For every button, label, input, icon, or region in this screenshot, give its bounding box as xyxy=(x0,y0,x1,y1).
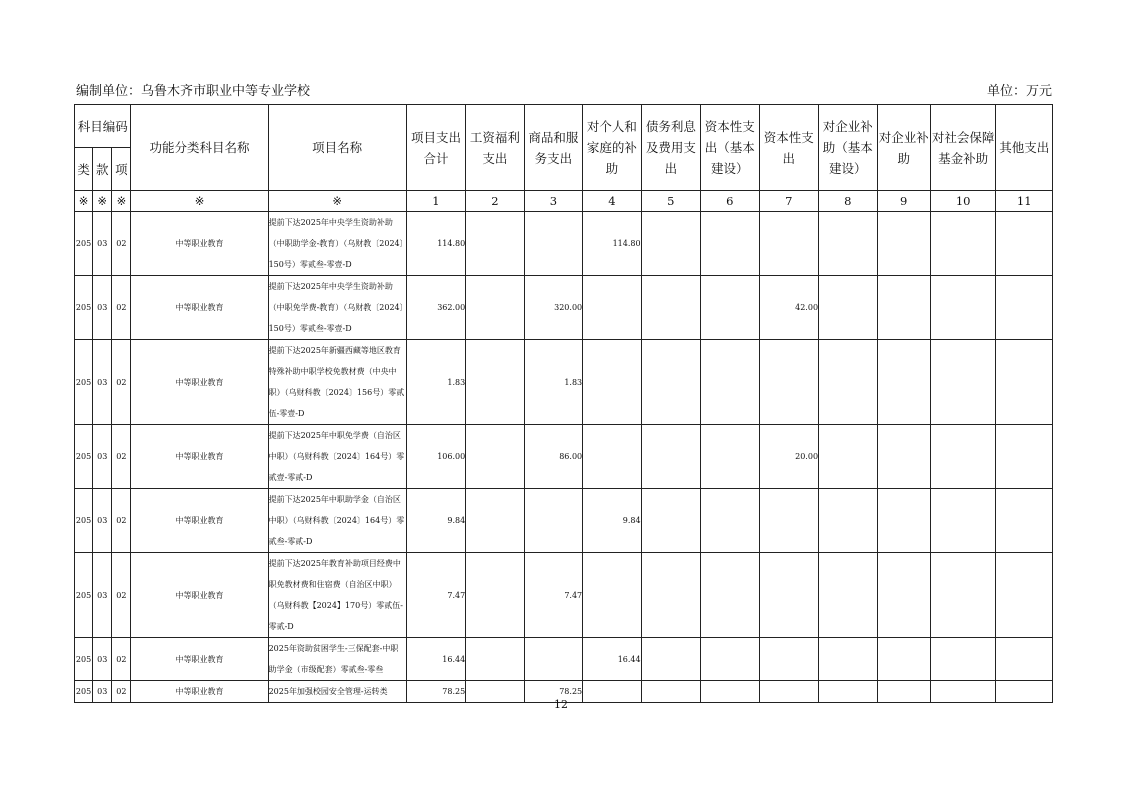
capital-cell xyxy=(759,340,818,425)
header-row-1 xyxy=(75,105,1053,148)
debt-cell xyxy=(641,212,700,276)
capital-cell xyxy=(759,489,818,553)
enterprise-cell xyxy=(877,553,930,638)
enterprise-base-cell xyxy=(819,212,877,276)
goods-header: 商品和服务支出 xyxy=(524,105,582,191)
other-cell xyxy=(996,638,1053,681)
lei-cell: 205 xyxy=(75,638,93,681)
capital-cell: 42.00 xyxy=(759,276,818,340)
mark-cell: 4 xyxy=(583,191,641,212)
other-cell xyxy=(996,553,1053,638)
other-cell xyxy=(996,489,1053,553)
project-name-header: 项目名称 xyxy=(268,105,406,191)
capital-base-cell xyxy=(701,425,759,489)
salary-cell xyxy=(466,638,524,681)
mark-cell: 8 xyxy=(819,191,877,212)
enterprise-base-cell xyxy=(819,425,877,489)
xiang-header: 项 xyxy=(112,148,131,191)
kuan-cell: 03 xyxy=(93,276,112,340)
kuan-cell: 03 xyxy=(93,425,112,489)
enterprise-base-cell xyxy=(819,638,877,681)
other-cell xyxy=(996,425,1053,489)
mark-cell: 1 xyxy=(406,191,465,212)
goods-cell xyxy=(524,489,582,553)
enterprise-cell xyxy=(877,489,930,553)
capital-cell xyxy=(759,553,818,638)
total-cell: 114.80 xyxy=(406,212,465,276)
debt-header: 债务利息及费用支出 xyxy=(641,105,700,191)
total-cell: 16.44 xyxy=(406,638,465,681)
mark-cell: 5 xyxy=(641,191,700,212)
salary-cell xyxy=(466,212,524,276)
total-cell: 1.83 xyxy=(406,340,465,425)
enterprise-cell xyxy=(877,340,930,425)
mark-cell: 3 xyxy=(524,191,582,212)
goods-cell: 78.25 xyxy=(524,681,582,703)
salary-cell xyxy=(466,425,524,489)
capital-header: 资本性支出 xyxy=(759,105,818,191)
mark-cell: 11 xyxy=(996,191,1053,212)
lei-cell: 205 xyxy=(75,425,93,489)
function-name-cell: 中等职业教育 xyxy=(131,212,268,276)
table-row xyxy=(75,212,1053,276)
mark-cell: 9 xyxy=(877,191,930,212)
total-cell: 106.00 xyxy=(406,425,465,489)
column-index-row xyxy=(75,191,1053,212)
project-name-cell: 提前下达2025年新疆西藏等地区教育特殊补助中职学校免教材费（中央中职）（乌财科教〔2024〕156号）零贰伍-零壹-D xyxy=(268,340,406,425)
capital-base-cell xyxy=(701,489,759,553)
debt-cell xyxy=(641,638,700,681)
xiang-cell: 02 xyxy=(112,276,131,340)
xiang-cell: 02 xyxy=(112,638,131,681)
xiang-cell: 02 xyxy=(112,212,131,276)
xiang-cell: 02 xyxy=(112,340,131,425)
currency-unit: 单位：万元 xyxy=(986,84,1052,99)
enterprise-cell xyxy=(877,212,930,276)
kuan-header: 款 xyxy=(93,148,112,191)
table-row xyxy=(75,553,1053,638)
table-row xyxy=(75,340,1053,425)
mark-cell: 2 xyxy=(466,191,524,212)
table-row xyxy=(75,425,1053,489)
capital-cell: 20.00 xyxy=(759,425,818,489)
table-body xyxy=(75,212,1053,703)
total-cell: 7.47 xyxy=(406,553,465,638)
capital-base-cell xyxy=(701,212,759,276)
capital-base-cell xyxy=(701,340,759,425)
kuan-cell: 03 xyxy=(93,212,112,276)
other-cell xyxy=(996,340,1053,425)
social-cell xyxy=(930,638,996,681)
xiang-cell: 02 xyxy=(112,489,131,553)
total-cell: 9.84 xyxy=(406,489,465,553)
compiling-unit: 编制单位：乌鲁木齐市职业中等专业学校 xyxy=(76,84,311,99)
mark-cell: ※ xyxy=(112,191,131,212)
debt-cell xyxy=(641,425,700,489)
personal-cell xyxy=(583,425,641,489)
salary-cell xyxy=(466,489,524,553)
total-header: 项目支出合计 xyxy=(406,105,465,191)
salary-header: 工资福利支出 xyxy=(466,105,524,191)
project-name-cell: 2025年加强校园安全管理-运转类 xyxy=(268,681,406,703)
lei-cell: 205 xyxy=(75,489,93,553)
mark-cell: 10 xyxy=(930,191,996,212)
salary-cell xyxy=(466,340,524,425)
lei-cell: 205 xyxy=(75,681,93,703)
goods-cell xyxy=(524,638,582,681)
mark-cell: 6 xyxy=(701,191,759,212)
personal-cell: 114.80 xyxy=(583,212,641,276)
salary-cell xyxy=(466,553,524,638)
project-name-cell: 提前下达2025年教育补助项目经费中职免教材费和住宿费（自治区中职）（乌财科教【2024】170号）零贰伍-零贰-D xyxy=(268,553,406,638)
personal-cell xyxy=(583,276,641,340)
salary-cell xyxy=(466,276,524,340)
mark-cell: ※ xyxy=(268,191,406,212)
xiang-cell: 02 xyxy=(112,681,131,703)
enterprise-base-header: 对企业补助（基本建设） xyxy=(819,105,877,191)
enterprise-cell xyxy=(877,638,930,681)
project-name-cell: 提前下达2025年中职免学费（自治区中职）（乌财科教〔2024〕164号）零贰壹-零贰-D xyxy=(268,425,406,489)
kuan-cell: 03 xyxy=(93,681,112,703)
total-cell: 362.00 xyxy=(406,276,465,340)
enterprise-header: 对企业补助 xyxy=(877,105,930,191)
function-name-cell: 中等职业教育 xyxy=(131,276,268,340)
other-cell xyxy=(996,212,1053,276)
goods-cell xyxy=(524,212,582,276)
project-name-cell: 提前下达2025年中央学生资助补助（中职助学金-教育）（乌财教〔2024〕150号）零贰叁-零壹-D xyxy=(268,212,406,276)
project-name-cell: 2025年资助贫困学生-三保配套-中职助学金（市级配套）零贰叁-零叁 xyxy=(268,638,406,681)
total-cell: 78.25 xyxy=(406,681,465,703)
debt-cell xyxy=(641,489,700,553)
mark-cell: 7 xyxy=(759,191,818,212)
debt-cell xyxy=(641,276,700,340)
other-cell xyxy=(996,276,1053,340)
lei-header: 类 xyxy=(75,148,93,191)
function-name-cell: 中等职业教育 xyxy=(131,340,268,425)
social-cell xyxy=(930,276,996,340)
function-name-cell: 中等职业教育 xyxy=(131,425,268,489)
lei-cell: 205 xyxy=(75,340,93,425)
goods-cell: 320.00 xyxy=(524,276,582,340)
personal-cell: 16.44 xyxy=(583,638,641,681)
personal-cell: 9.84 xyxy=(583,489,641,553)
goods-cell: 86.00 xyxy=(524,425,582,489)
project-name-cell: 提前下达2025年中央学生资助补助（中职免学费-教育）（乌财教〔2024〕150号）零贰叁-零壹-D xyxy=(268,276,406,340)
xiang-cell: 02 xyxy=(112,425,131,489)
social-cell xyxy=(930,425,996,489)
enterprise-cell xyxy=(877,276,930,340)
enterprise-base-cell xyxy=(819,553,877,638)
page-number: 12 xyxy=(554,698,568,711)
table-row xyxy=(75,638,1053,681)
mark-cell: ※ xyxy=(75,191,93,212)
mark-cell: ※ xyxy=(131,191,268,212)
kuan-cell: 03 xyxy=(93,638,112,681)
personal-cell xyxy=(583,340,641,425)
lei-cell: 205 xyxy=(75,276,93,340)
project-name-cell: 提前下达2025年中职助学金（自治区中职）（乌财科教〔2024〕164号）零贰叁-零贰-D xyxy=(268,489,406,553)
kuan-cell: 03 xyxy=(93,340,112,425)
social-cell xyxy=(930,212,996,276)
enterprise-cell xyxy=(877,425,930,489)
social-cell xyxy=(930,553,996,638)
kuan-cell: 03 xyxy=(93,489,112,553)
function-name-cell: 中等职业教育 xyxy=(131,489,268,553)
mark-cell: ※ xyxy=(93,191,112,212)
function-name-cell: 中等职业教育 xyxy=(131,638,268,681)
table-row xyxy=(75,276,1053,340)
capital-base-cell xyxy=(701,638,759,681)
enterprise-base-cell xyxy=(819,276,877,340)
debt-cell xyxy=(641,340,700,425)
capital-base-cell xyxy=(701,553,759,638)
social-cell xyxy=(930,489,996,553)
capital-base-header: 资本性支出（基本建设） xyxy=(701,105,759,191)
table-row xyxy=(75,489,1053,553)
goods-cell: 7.47 xyxy=(524,553,582,638)
xiang-cell: 02 xyxy=(112,553,131,638)
kuan-cell: 03 xyxy=(93,553,112,638)
social-cell xyxy=(930,340,996,425)
personal-header: 对个人和家庭的补助 xyxy=(583,105,641,191)
enterprise-base-cell xyxy=(819,340,877,425)
function-name-cell: 中等职业教育 xyxy=(131,553,268,638)
capital-cell xyxy=(759,638,818,681)
code-group-header: 科目编码 xyxy=(75,105,131,148)
lei-cell: 205 xyxy=(75,553,93,638)
function-name-cell: 中等职业教育 xyxy=(131,681,268,703)
capital-base-cell xyxy=(701,276,759,340)
budget-table xyxy=(74,104,1053,703)
social-header: 对社会保障基金补助 xyxy=(930,105,996,191)
debt-cell xyxy=(641,553,700,638)
goods-cell: 1.83 xyxy=(524,340,582,425)
personal-cell xyxy=(583,553,641,638)
lei-cell: 205 xyxy=(75,212,93,276)
other-header: 其他支出 xyxy=(996,105,1053,191)
function-name-header: 功能分类科目名称 xyxy=(131,105,268,191)
capital-cell xyxy=(759,212,818,276)
enterprise-base-cell xyxy=(819,489,877,553)
